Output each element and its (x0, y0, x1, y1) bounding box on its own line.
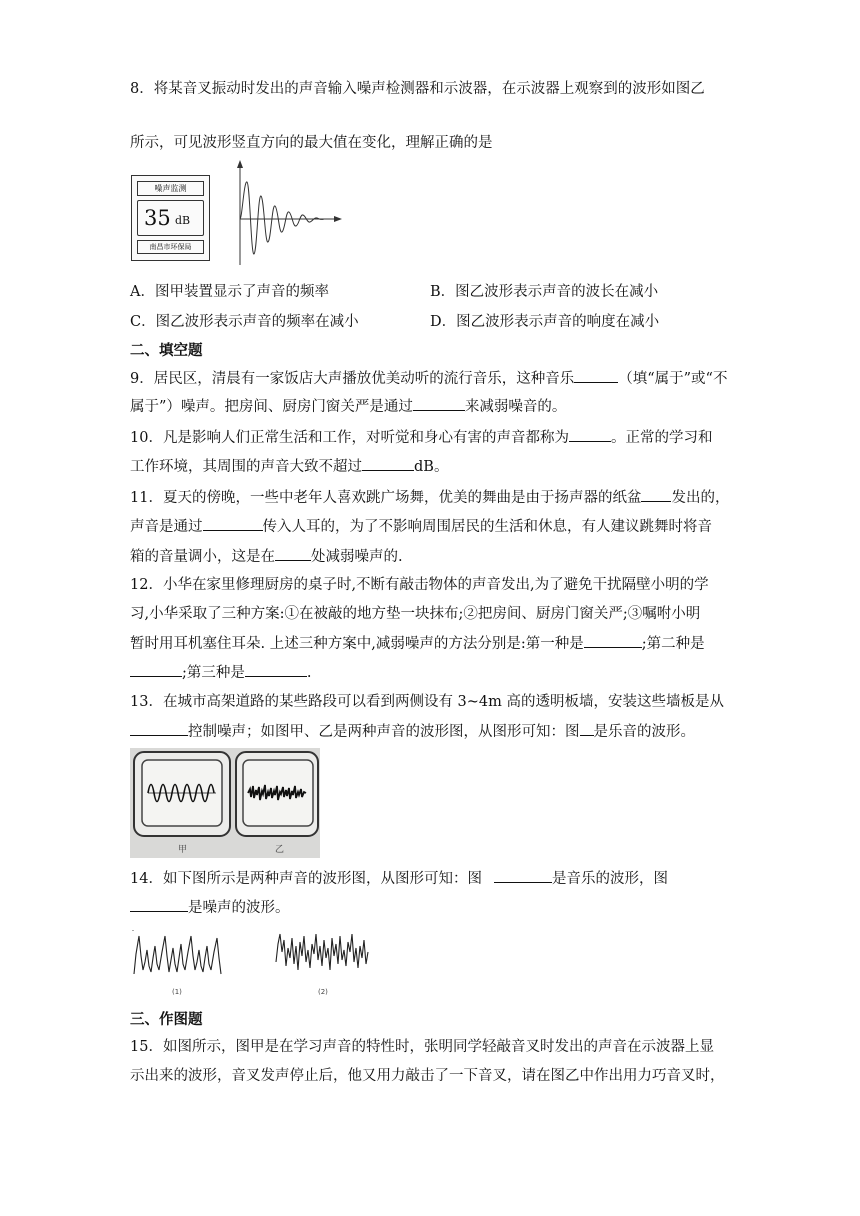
q13-blank-1[interactable] (130, 721, 188, 736)
q11-blank-2[interactable] (203, 516, 263, 531)
q13-line1: 13．在城市高架道路的某些路段可以看到两侧设有 3~4m 高的透明板墙，安装这些墙板是从 (130, 694, 725, 710)
section-fill-in-heading: 二、填空题 (130, 343, 203, 359)
q9-line1: 9．居民区，清晨有一家饭店大声播放优美动听的流行音乐，这种音乐 （填“属于”或“不 (130, 368, 730, 389)
q14-line1: 14．如下图所示是两种声音的波形图，从图形可知：图 是音乐的波形，图 (130, 868, 730, 889)
q8-option-a[interactable]: A．图甲装置显示了声音的频率 (130, 284, 329, 300)
q12-line1: 12．小华在家里修理厨房的桌子时,不断有敲击物体的声音发出,为了避免干扰隔壁小明的学 (130, 577, 709, 593)
q10-line1: 10．凡是影响人们正常生活和工作，对听觉和身心有害的声音都称为 。正常的学习和 (130, 427, 730, 448)
damped-waveform-figure (232, 160, 344, 270)
q14-waveforms-figure (130, 922, 380, 998)
waveform-2-label: (2) (318, 988, 328, 996)
q12-blank-3[interactable] (245, 662, 307, 677)
q8-option-c[interactable]: C．图乙波形表示声音的频率在减小 (130, 314, 359, 330)
q8-option-b[interactable]: B．图乙波形表示声音的波长在减小 (430, 284, 659, 300)
q12-blank-2[interactable] (130, 662, 182, 677)
damped-wave-line (240, 182, 324, 254)
q9-line2: 属于”）噪声。把房间、厨房门窗关严是通过 来减弱噪音的。 (130, 396, 730, 417)
label-jia: 甲 (178, 845, 188, 855)
q12-line4: ;第三种是 . (130, 662, 730, 683)
q11-line1: 11．夏天的傍晚，一些中老年人喜欢跳广场舞，优美的舞曲是由于扬声器的纸盆 发出的， (130, 487, 730, 508)
q11-blank-1[interactable] (641, 487, 671, 502)
q12-line2: 习,小华采取了三种方案:①在被敲的地方垫一块抹布;②把房间、厨房门窗关严;③嘱咐小明 (130, 606, 701, 622)
label-yi: 乙 (275, 845, 285, 855)
waveform-2-line (276, 934, 368, 970)
waveform-y-arrow (237, 160, 243, 168)
section-drawing-heading: 三、作图题 (130, 1012, 203, 1028)
q12-blank-1[interactable] (584, 633, 642, 648)
q14-blank-1[interactable] (494, 868, 552, 883)
waveform-1-line (134, 936, 221, 974)
q11-blank-3[interactable] (275, 546, 311, 561)
q9-blank-2[interactable] (413, 396, 465, 411)
q10-blank-1[interactable] (569, 427, 611, 442)
q11-line3: 箱的音量调小，这是在 处减弱噪声的. (130, 546, 730, 567)
q9-blank-1[interactable] (574, 368, 618, 383)
q14-line2: 是噪声的波形。 (130, 897, 730, 918)
q10-blank-2[interactable] (362, 456, 414, 471)
q15-line2: 示出来的波形，音叉发声停止后，他又用力敲击了一下音叉，请在图乙中作出用力巧音叉时， (130, 1068, 725, 1084)
noise-monitor-footer: 南昌市环保局 (137, 240, 204, 254)
noise-monitor-figure (131, 175, 210, 261)
q12-line3: 暂时用耳机塞住耳朵. 上述三种方案中,减弱噪声的方法分别是:第一种是 ;第二种是 (130, 633, 730, 654)
q13-waveform-photo (130, 748, 320, 858)
waveform-x-arrow (334, 216, 342, 222)
q13-blank-2[interactable] (580, 721, 594, 736)
q8-option-d[interactable]: D．图乙波形表示声音的响度在减小 (430, 314, 660, 330)
noise-monitor-value: 35 (144, 206, 171, 230)
q8-text-line1: 8．将某音叉振动时发出的声音输入噪声检测器和示波器，在示波器上观察到的波形如图乙 (130, 81, 705, 97)
waveform-1-label: (1) (172, 988, 182, 996)
noise-monitor-unit: dB (175, 214, 191, 227)
q10-line2: 工作环境，其周围的声音大致不超过 dB。 (130, 456, 730, 477)
noise-monitor-title: 噪声监测 (137, 181, 204, 196)
q8-text-line2: 所示，可见波形竖直方向的最大值在变化，理解正确的是 (130, 135, 493, 151)
q13-line2: 控制噪声；如图甲、乙是两种声音的波形图，从图形可知：图 是乐音的波形。 (130, 721, 730, 742)
q11-line2: 声音是通过 传入人耳的，为了不影响周围居民的生活和休息，有人建议跳舞时将音 (130, 516, 730, 537)
q14-blank-2[interactable] (130, 897, 188, 912)
noise-monitor-display (137, 200, 204, 236)
q15-line1: 15．如图所示，图甲是在学习声音的特性时，张明同学轻敲音叉时发出的声音在示波器上显 (130, 1039, 714, 1055)
